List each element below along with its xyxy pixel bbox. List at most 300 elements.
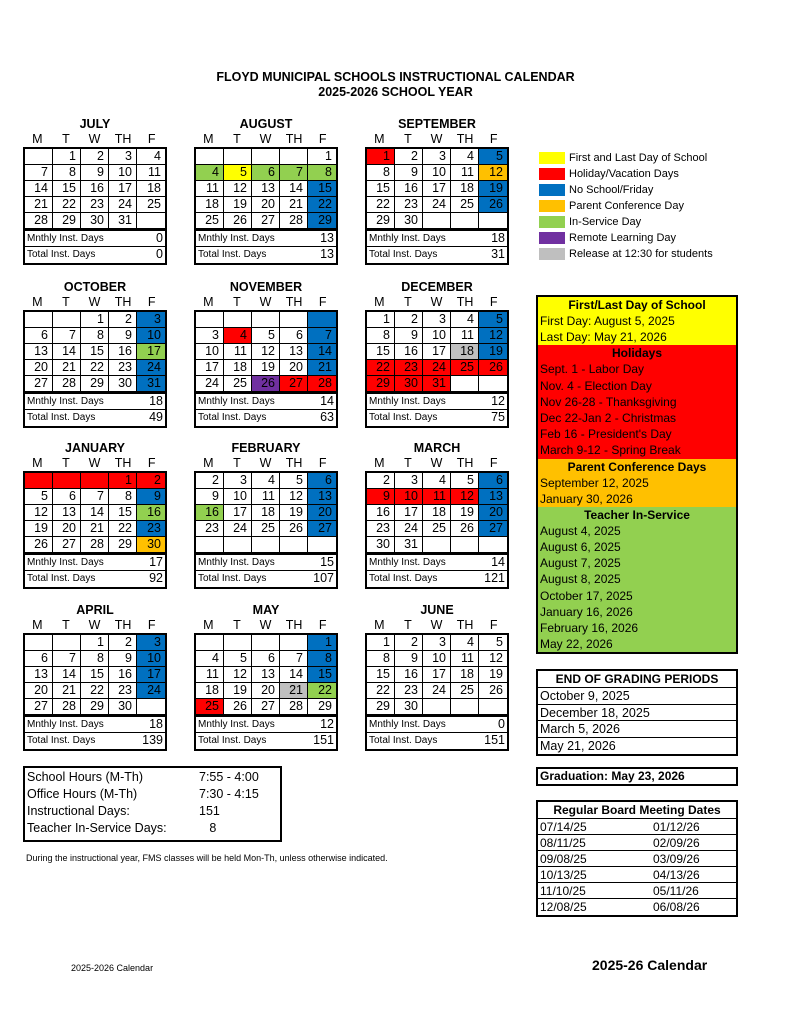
day-cell: 1 (53, 149, 81, 165)
day-cell: 16 (395, 667, 423, 683)
monthly-days-row (367, 717, 507, 733)
day-cell (137, 213, 165, 229)
day-cell: 3 (224, 473, 252, 489)
monthly-days-value: 17 (149, 555, 163, 569)
board-date: 09/08/25 (540, 852, 587, 866)
day-cell: 3 (137, 635, 165, 651)
day-cell: 3 (137, 312, 165, 328)
day-cell: 14 (53, 344, 81, 360)
day-cell: 28 (25, 213, 53, 229)
day-cell: 31 (137, 376, 165, 392)
day-cell: 1 (367, 149, 395, 165)
day-cell (479, 376, 507, 392)
day-cell: 20 (25, 360, 53, 376)
total-days-value: 151 (313, 733, 334, 747)
hours-label: Instructional Days: (27, 804, 130, 818)
legend-swatch (538, 167, 566, 181)
day-cell: 16 (109, 344, 137, 360)
day-cell: 14 (81, 505, 109, 521)
day-cell: 5 (479, 149, 507, 165)
month-stats (365, 394, 509, 428)
key-section-item: Nov. 4 - Election Day (540, 378, 652, 393)
hours-value: 7:30 - 4:15 (199, 787, 259, 801)
hours-label: School Hours (M-Th) (27, 770, 143, 784)
day-cell: 3 (423, 635, 451, 651)
day-cell: 10 (423, 651, 451, 667)
legend-item (538, 230, 713, 246)
key-section-header: First/Last Day of School (568, 298, 706, 312)
weekday-label: T (404, 456, 412, 470)
day-cell: 26 (280, 521, 308, 537)
total-days-value: 151 (484, 733, 505, 747)
day-cell: 23 (395, 197, 423, 213)
day-cell (25, 312, 53, 328)
day-cell: 19 (479, 344, 507, 360)
day-cell: 25 (252, 521, 280, 537)
total-days-label: Total Inst. Days (369, 412, 438, 423)
day-cell: 3 (423, 149, 451, 165)
day-cell: 11 (196, 667, 224, 683)
month-name: SEPTEMBER (398, 117, 476, 131)
day-cell: 27 (25, 376, 53, 392)
day-cell: 17 (196, 360, 224, 376)
total-days-row (25, 410, 165, 426)
day-cell (25, 473, 53, 489)
total-days-value: 139 (142, 733, 163, 747)
day-cell: 14 (308, 344, 336, 360)
day-cell: 4 (224, 328, 252, 344)
hours-label: Teacher In-Service Days: (27, 821, 167, 835)
day-cell: 7 (81, 489, 109, 505)
board-date: 06/08/26 (653, 900, 700, 914)
day-cell: 23 (137, 521, 165, 537)
day-cell: 19 (25, 521, 53, 537)
day-cell: 11 (224, 344, 252, 360)
day-cell (451, 213, 479, 229)
day-cell: 27 (479, 521, 507, 537)
monthly-days-row (25, 555, 165, 571)
day-cell: 13 (25, 344, 53, 360)
day-cell: 2 (109, 635, 137, 651)
day-cell: 19 (451, 505, 479, 521)
weekday-header (23, 618, 167, 633)
key-section-item: March 9-12 - Spring Break (540, 443, 681, 458)
month-january (23, 441, 167, 589)
monthly-days-value: 15 (320, 555, 334, 569)
day-cell: 12 (479, 165, 507, 181)
day-cell: 31 (423, 376, 451, 392)
day-cell: 12 (252, 344, 280, 360)
weekday-label: F (489, 456, 498, 470)
total-days-label: Total Inst. Days (198, 735, 267, 746)
day-cell: 21 (81, 521, 109, 537)
total-days-row (367, 571, 507, 587)
day-cell: 15 (367, 344, 395, 360)
day-cell: 4 (252, 473, 280, 489)
day-cell: 6 (479, 473, 507, 489)
month-stats (365, 555, 509, 589)
monthly-days-value: 18 (149, 717, 163, 731)
day-cell: 23 (81, 197, 109, 213)
month-grid (23, 147, 167, 231)
day-cell: 16 (137, 505, 165, 521)
day-cell: 12 (479, 328, 507, 344)
board-date: 12/08/25 (540, 900, 587, 914)
day-cell (423, 213, 451, 229)
weekday-label: F (489, 295, 498, 309)
day-cell: 2 (395, 635, 423, 651)
day-cell: 13 (252, 667, 280, 683)
month-may (194, 603, 338, 751)
day-cell: 2 (395, 149, 423, 165)
day-cell (53, 473, 81, 489)
day-cell: 5 (479, 312, 507, 328)
month-february (194, 441, 338, 589)
weekday-label: W (430, 295, 443, 309)
day-cell: 30 (395, 699, 423, 715)
day-cell: 27 (252, 213, 280, 229)
day-cell: 18 (451, 181, 479, 197)
day-cell: 24 (109, 197, 137, 213)
month-stats (23, 394, 167, 428)
weekday-label: W (88, 295, 101, 309)
day-cell: 21 (280, 197, 308, 213)
day-cell: 25 (137, 197, 165, 213)
footer-left: 2025-2026 Calendar (71, 963, 154, 973)
day-cell: 15 (308, 181, 336, 197)
day-cell: 19 (252, 360, 280, 376)
legend-item (538, 246, 713, 262)
day-cell: 10 (423, 165, 451, 181)
monthly-days-label: Mnthly Inst. Days (27, 719, 104, 730)
board-row (538, 835, 736, 851)
weekday-label: F (489, 618, 498, 632)
monthly-days-label: Mnthly Inst. Days (198, 557, 275, 568)
total-days-label: Total Inst. Days (198, 573, 267, 584)
total-days-row (25, 247, 165, 263)
day-cell: 18 (451, 667, 479, 683)
school-hours-box (23, 766, 282, 842)
key-section-item: January 30, 2026 (540, 491, 633, 506)
weekday-label: W (430, 456, 443, 470)
legend-item (538, 214, 713, 230)
day-cell: 3 (196, 328, 224, 344)
day-cell: 18 (196, 197, 224, 213)
day-cell: 16 (395, 344, 423, 360)
day-cell: 11 (196, 181, 224, 197)
day-cell: 17 (423, 344, 451, 360)
day-cell: 26 (224, 699, 252, 715)
day-cell: 28 (81, 537, 109, 553)
monthly-days-row (25, 231, 165, 247)
day-cell: 18 (451, 344, 479, 360)
day-cell: 3 (395, 473, 423, 489)
key-section-item: September 12, 2025 (540, 475, 649, 490)
month-stats (23, 231, 167, 265)
month-grid (23, 471, 167, 555)
day-cell: 18 (196, 683, 224, 699)
day-cell: 13 (280, 344, 308, 360)
day-cell: 15 (109, 505, 137, 521)
month-grid (194, 147, 338, 231)
weekday-label: F (147, 132, 156, 146)
weekday-header (365, 295, 509, 310)
day-cell: 4 (196, 651, 224, 667)
day-cell (308, 312, 336, 328)
day-cell: 10 (423, 328, 451, 344)
day-cell: 9 (395, 165, 423, 181)
total-days-row (367, 410, 507, 426)
day-cell: 6 (308, 473, 336, 489)
day-cell: 25 (224, 376, 252, 392)
weekday-label: TH (114, 456, 132, 470)
legend-swatch (538, 183, 566, 197)
day-cell (252, 635, 280, 651)
day-cell: 15 (53, 181, 81, 197)
month-name: JUNE (420, 603, 454, 617)
monthly-days-value: 0 (498, 717, 505, 731)
day-cell: 23 (109, 683, 137, 699)
weekday-label: W (88, 456, 101, 470)
hours-value: 8 (199, 821, 217, 835)
key-section-item: Last Day: May 21, 2026 (540, 330, 667, 345)
day-cell (308, 537, 336, 553)
day-cell: 6 (25, 651, 53, 667)
weekday-label: T (404, 295, 412, 309)
day-cell: 10 (109, 165, 137, 181)
day-cell: 11 (423, 489, 451, 505)
day-cell: 30 (137, 537, 165, 553)
weekday-label: TH (285, 618, 303, 632)
day-cell: 30 (109, 376, 137, 392)
day-cell: 6 (252, 651, 280, 667)
legend-item (538, 166, 713, 182)
month-name: FEBRUARY (231, 441, 301, 455)
day-cell: 2 (137, 473, 165, 489)
day-cell: 30 (109, 699, 137, 715)
key-section-header: Teacher In-Service (584, 507, 690, 522)
day-cell: 18 (252, 505, 280, 521)
weekday-header (194, 618, 338, 633)
weekday-label: W (430, 618, 443, 632)
day-cell: 9 (81, 165, 109, 181)
weekday-label: TH (456, 618, 474, 632)
day-cell: 4 (451, 149, 479, 165)
weekday-label: F (147, 618, 156, 632)
day-cell: 21 (25, 197, 53, 213)
day-cell: 4 (423, 473, 451, 489)
weekday-label: TH (114, 295, 132, 309)
day-cell: 19 (224, 683, 252, 699)
key-dates-box (536, 295, 738, 654)
day-cell: 15 (81, 667, 109, 683)
total-days-value: 31 (491, 247, 505, 261)
legend-swatch (538, 215, 566, 229)
day-cell: 29 (53, 213, 81, 229)
day-cell (479, 213, 507, 229)
monthly-days-label: Mnthly Inst. Days (369, 719, 446, 730)
day-cell: 4 (451, 635, 479, 651)
day-cell (224, 149, 252, 165)
grading-date: May 21, 2026 (540, 738, 616, 753)
total-days-label: Total Inst. Days (369, 735, 438, 746)
month-name: MARCH (413, 441, 461, 455)
monthly-days-value: 14 (491, 555, 505, 569)
day-cell: 5 (479, 635, 507, 651)
day-cell: 26 (252, 376, 280, 392)
day-cell: 7 (280, 165, 308, 181)
board-row (538, 883, 736, 899)
monthly-days-value: 12 (320, 717, 334, 731)
total-days-value: 13 (320, 247, 334, 261)
day-cell: 21 (308, 360, 336, 376)
month-grid (365, 633, 509, 717)
day-cell: 28 (308, 376, 336, 392)
day-cell: 11 (451, 651, 479, 667)
day-cell: 17 (137, 667, 165, 683)
weekday-label: W (259, 618, 272, 632)
legend-label: No School/Friday (569, 184, 654, 196)
day-cell: 5 (224, 651, 252, 667)
day-cell: 13 (252, 181, 280, 197)
day-cell: 5 (25, 489, 53, 505)
day-cell: 25 (196, 213, 224, 229)
key-section-header: Holidays (611, 346, 662, 361)
board-date: 01/12/26 (653, 820, 700, 834)
month-name: OCTOBER (63, 280, 127, 294)
legend-label: In-Service Day (569, 216, 642, 228)
month-name: MAY (252, 603, 280, 617)
day-cell: 6 (25, 328, 53, 344)
month-name: DECEMBER (401, 280, 473, 294)
day-cell: 8 (81, 328, 109, 344)
board-meetings-box (536, 800, 738, 917)
monthly-days-row (196, 555, 336, 571)
day-cell: 25 (423, 521, 451, 537)
legend-item (538, 198, 713, 214)
day-cell: 17 (109, 181, 137, 197)
day-cell: 13 (308, 489, 336, 505)
month-march (365, 441, 509, 589)
total-days-label: Total Inst. Days (27, 412, 96, 423)
day-cell: 20 (280, 360, 308, 376)
day-cell: 1 (367, 635, 395, 651)
month-july (23, 117, 167, 265)
day-cell: 8 (308, 165, 336, 181)
month-stats (365, 717, 509, 751)
key-section-header: Parent Conference Days (567, 459, 707, 474)
day-cell (25, 149, 53, 165)
weekday-label: W (259, 456, 272, 470)
day-cell: 11 (451, 165, 479, 181)
day-cell (252, 312, 280, 328)
day-cell: 29 (81, 699, 109, 715)
key-section (538, 507, 736, 653)
day-cell: 8 (53, 165, 81, 181)
monthly-days-row (196, 394, 336, 410)
day-cell: 24 (423, 360, 451, 376)
day-cell: 19 (479, 667, 507, 683)
month-december (365, 280, 509, 428)
month-name: AUGUST (239, 117, 293, 131)
grading-header: END OF GRADING PERIODS (538, 671, 736, 688)
day-cell: 8 (81, 651, 109, 667)
day-cell: 20 (252, 197, 280, 213)
key-section-item: Nov 26-28 - Thanksgiving (540, 394, 677, 409)
legend-item (538, 150, 713, 166)
key-section (538, 297, 736, 345)
weekday-label: TH (456, 456, 474, 470)
board-row (538, 819, 736, 835)
day-cell: 26 (479, 360, 507, 376)
key-section (538, 345, 736, 458)
total-days-label: Total Inst. Days (198, 412, 267, 423)
weekday-label: T (62, 132, 70, 146)
day-cell: 20 (25, 683, 53, 699)
key-section-item: Feb 16 - President's Day (540, 427, 672, 442)
weekday-label: W (88, 132, 101, 146)
month-june (365, 603, 509, 751)
day-cell: 17 (423, 667, 451, 683)
day-cell (196, 537, 224, 553)
month-stats (23, 555, 167, 589)
monthly-days-value: 14 (320, 394, 334, 408)
day-cell: 5 (252, 328, 280, 344)
weekday-label: W (259, 295, 272, 309)
weekday-header (194, 456, 338, 471)
day-cell: 27 (308, 521, 336, 537)
monthly-days-row (367, 394, 507, 410)
weekday-label: W (88, 618, 101, 632)
footer-right: 2025-26 Calendar (592, 957, 708, 973)
day-cell: 9 (196, 489, 224, 505)
color-legend (538, 150, 713, 262)
hours-label: Office Hours (M-Th) (27, 787, 138, 801)
weekday-label: M (203, 295, 214, 309)
legend-label: Holiday/Vacation Days (569, 168, 679, 180)
day-cell: 26 (224, 213, 252, 229)
weekday-label: F (147, 295, 156, 309)
day-cell: 23 (367, 521, 395, 537)
monthly-days-label: Mnthly Inst. Days (27, 396, 104, 407)
day-cell: 31 (395, 537, 423, 553)
day-cell (423, 699, 451, 715)
day-cell: 3 (109, 149, 137, 165)
day-cell: 15 (308, 667, 336, 683)
legend-swatch (538, 231, 566, 245)
monthly-days-row (367, 231, 507, 247)
day-cell: 12 (451, 489, 479, 505)
key-section-item: May 22, 2026 (540, 637, 613, 652)
legend-swatch (538, 151, 566, 165)
day-cell: 12 (280, 489, 308, 505)
day-cell: 29 (367, 213, 395, 229)
month-stats (194, 394, 338, 428)
weekday-label: T (233, 295, 241, 309)
day-cell: 3 (423, 312, 451, 328)
weekday-header (194, 295, 338, 310)
day-cell (252, 149, 280, 165)
month-stats (194, 717, 338, 751)
day-cell (280, 635, 308, 651)
board-row (538, 899, 736, 915)
day-cell: 22 (308, 683, 336, 699)
day-cell: 29 (367, 699, 395, 715)
weekday-label: TH (456, 132, 474, 146)
day-cell: 16 (395, 181, 423, 197)
total-days-value: 107 (313, 571, 334, 585)
day-cell: 14 (280, 181, 308, 197)
